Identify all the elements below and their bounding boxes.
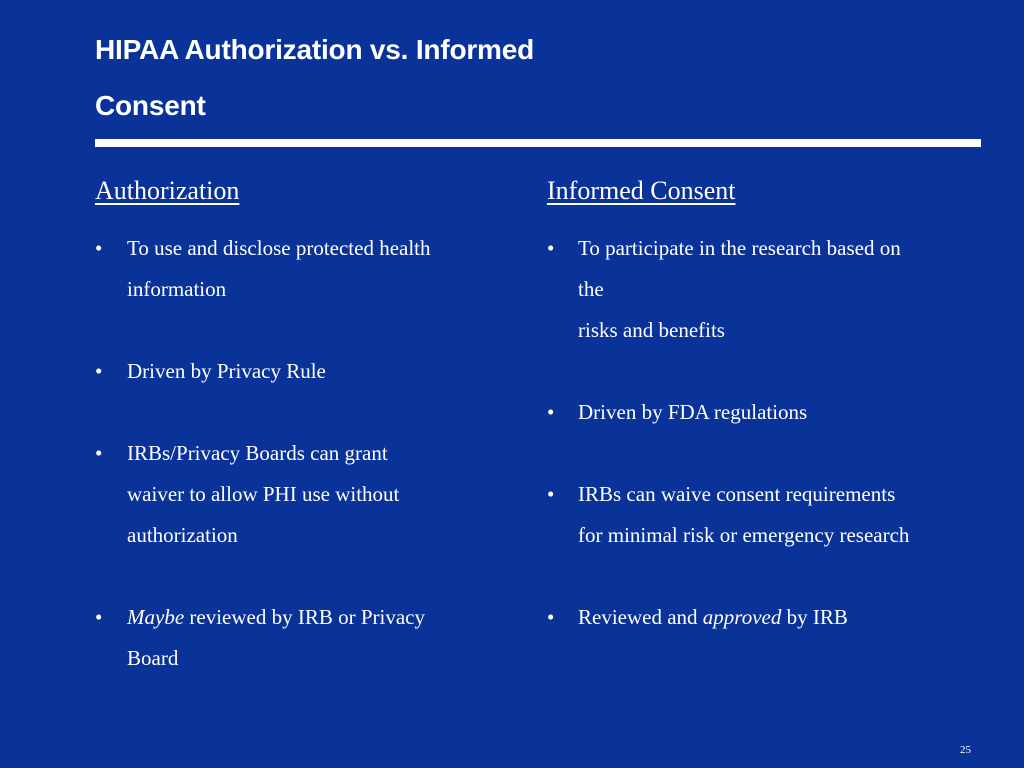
list-item-text: • To participate in the research based on — [578, 236, 901, 260]
list-item — [95, 351, 535, 392]
list-item-text: • To use and disclose protected health — [127, 236, 431, 260]
list-spacer — [95, 556, 535, 597]
list-item — [95, 228, 535, 310]
list-item-text: authorization — [127, 523, 238, 547]
list-item-text: • Driven by FDA regulations — [578, 400, 808, 424]
informed-consent-column — [547, 174, 987, 638]
list-item-text: waiver to allow PHI use without — [127, 482, 400, 506]
list-spacer — [95, 310, 535, 351]
list-item — [547, 474, 987, 556]
slide-title-line-2: Consent — [95, 90, 206, 121]
page-number: 25 — [960, 744, 971, 756]
slide-title-line-1: HIPAA Authorization vs. Informed — [95, 34, 535, 65]
list-item-text: for minimal risk or emergency research — [578, 523, 910, 547]
list-item-text: risks and benefits — [578, 318, 725, 342]
authorization-list — [95, 228, 535, 679]
list-item — [547, 597, 987, 638]
list-item — [547, 392, 987, 433]
list-item — [95, 433, 535, 556]
informed-consent-list — [547, 228, 987, 638]
list-item-text: • IRBs/Privacy Boards can grant — [127, 441, 388, 465]
list-item-text — [578, 597, 987, 638]
list-item-text: • IRBs can waive consent requirements — [578, 482, 896, 506]
list-item-text-pre: Reviewed and — [578, 605, 703, 629]
authorization-heading: Authorization — [95, 176, 240, 205]
list-spacer — [95, 392, 535, 433]
authorization-column — [95, 174, 535, 679]
emphasis-text: Maybe — [127, 605, 185, 629]
list-spacer — [547, 433, 987, 474]
list-item-text: • Driven by Privacy Rule — [127, 359, 326, 383]
list-item-text-rest: reviewed by IRB or Privacy — [184, 605, 425, 629]
list-item-text-post: by IRB — [781, 605, 848, 629]
list-item-text: the — [578, 277, 604, 301]
list-item-text: information — [127, 277, 227, 301]
slide-title — [95, 22, 795, 134]
list-spacer — [547, 556, 987, 597]
list-item — [95, 597, 535, 679]
list-spacer — [547, 351, 987, 392]
list-item — [547, 228, 987, 351]
emphasis-text: approved — [702, 605, 782, 629]
list-item-text — [127, 597, 535, 638]
informed-consent-heading: Informed Consent — [547, 176, 736, 205]
title-divider — [95, 139, 981, 147]
list-item-text: Board — [127, 646, 179, 670]
